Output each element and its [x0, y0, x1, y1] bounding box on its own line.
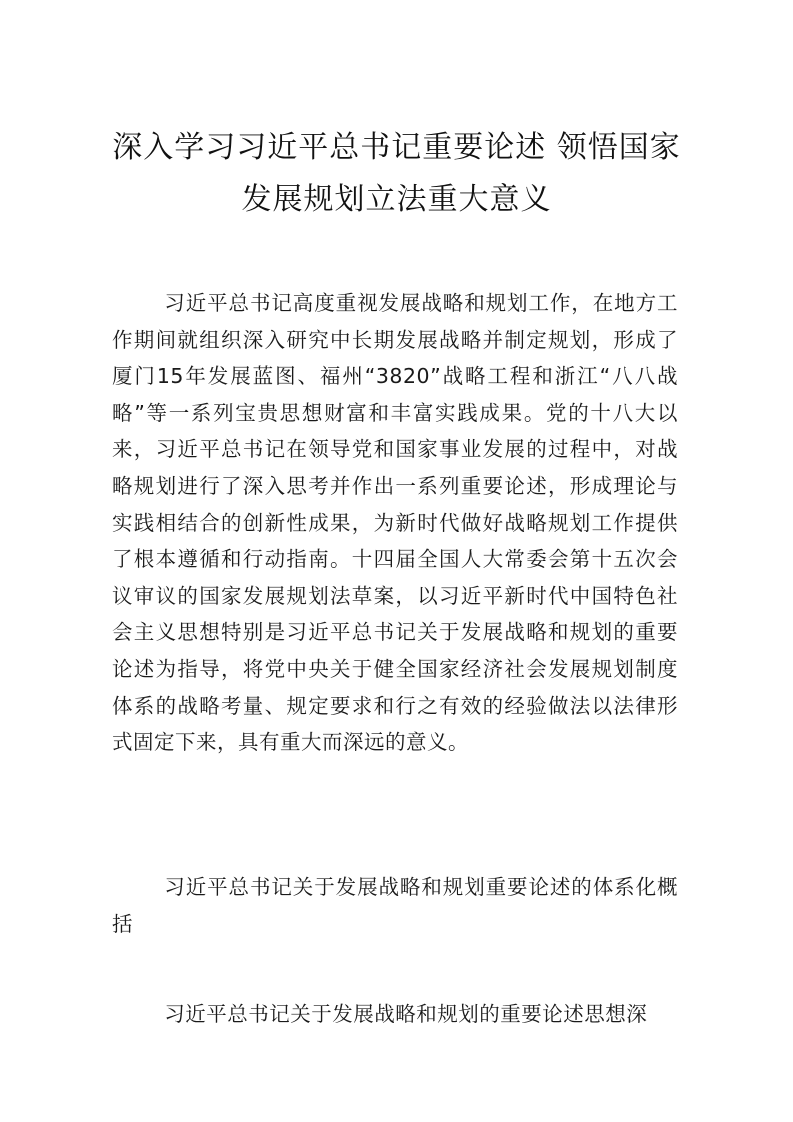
title-line-1: 深入学习习近平总书记重要论述 领悟国家 [112, 130, 681, 165]
document-title [100, 122, 693, 226]
title-line-2: 发展规划立法重大意义 [241, 182, 552, 217]
section-heading-paragraph: 习近平总书记关于发展战略和规划重要论述的体系化概括 [112, 875, 678, 936]
body-paragraph-intro: 习近平总书记高度重视发展战略和规划工作，在地方工作期间就组织深入研究中长期发展战略并制定规划，形成了厦门15年发展蓝图、福州“3820”战略工程和浙江“八八战略”等一系列宝贵思想财富和丰富实践成果。党的十八大以来，习近平总书记在领导党和国家事业发展的过程中，对战略规划进行了深入思考并作出一系列重要论述，形成理论与实践相结合的创新性成果，为新时代做好战略规划工作提供了根本遵循和行动指南。十四届全国人大常委会第十五次会议审议的国家发展规划法草案，以习近平新时代中国特色社会主义思想特别是习近平总书记关于发展战略和规划的重要论述为指导，将党中央关于健全国家经济社会发展规划制度体系的战略考量、规定要求和行之有效的经验做法以法律形式固定下来，具有重大而深远的意义。 [112, 291, 678, 755]
body-paragraph-continued: 习近平总书记关于发展战略和规划的重要论述思想深 [164, 1002, 648, 1026]
